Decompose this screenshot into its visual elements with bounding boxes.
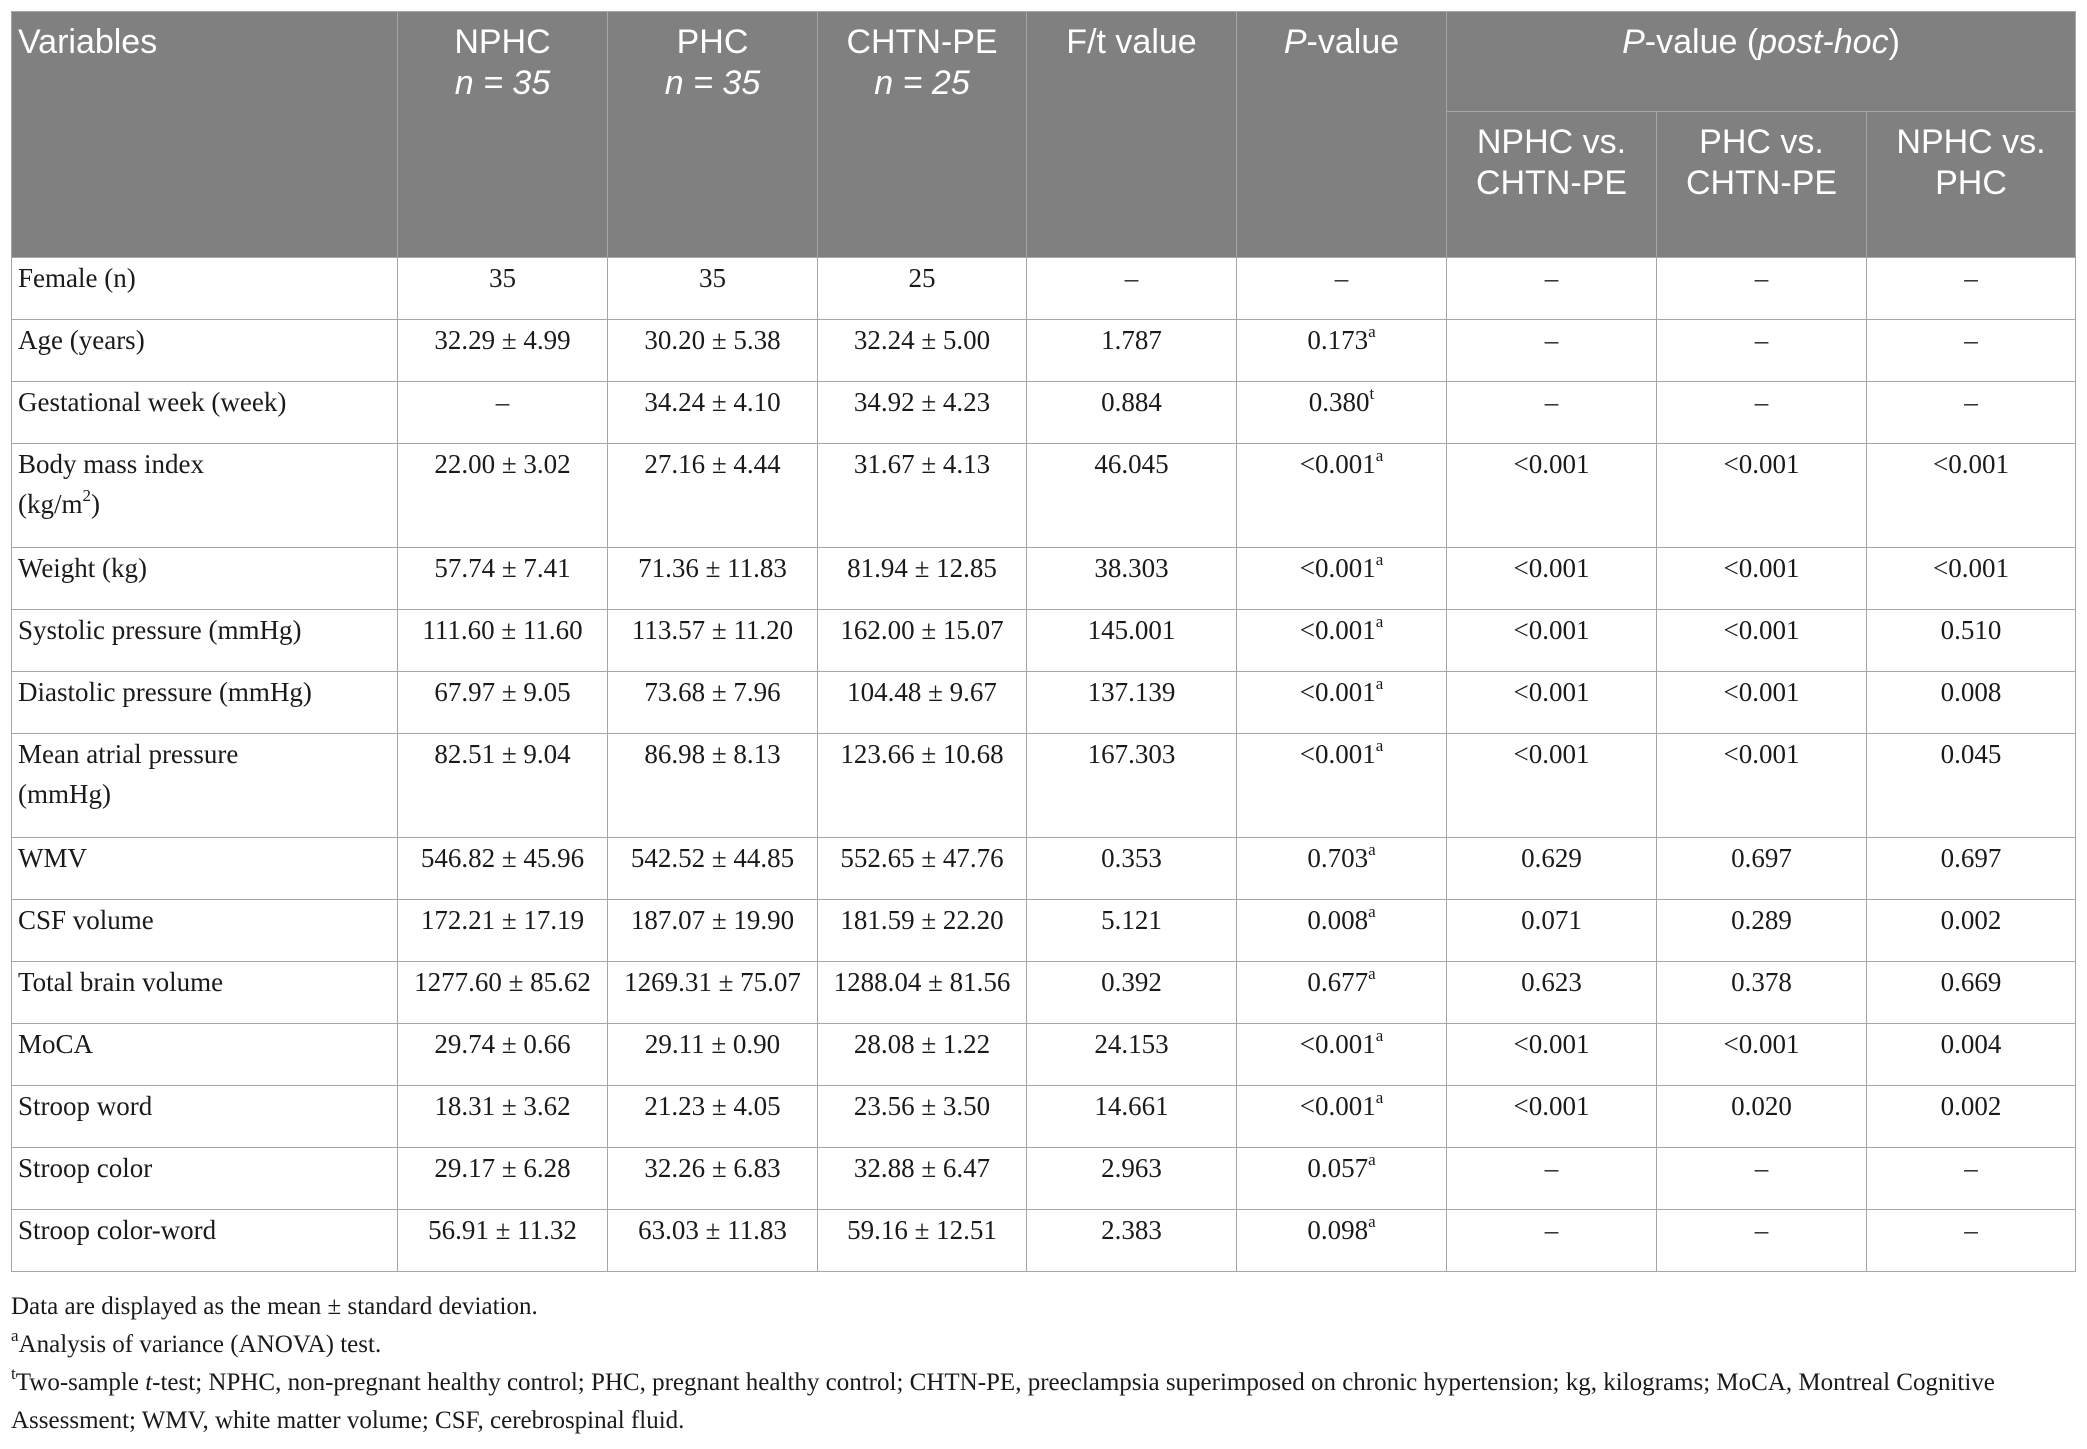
cell-nphc-vs-phc: –: [1867, 1148, 2076, 1210]
cell-chtn: 59.16 ± 12.51: [818, 1210, 1027, 1272]
header-p-rest: -value: [1306, 23, 1400, 61]
cell-phc: 21.23 ± 4.05: [608, 1086, 818, 1148]
p-value-sup: a: [1375, 1088, 1384, 1107]
variable-name: WMV: [18, 843, 87, 873]
header-nphc-vs-phc: NPHC vs. PHC: [1867, 112, 2076, 258]
table-row: [12, 444, 2076, 548]
cell-nphc-vs-phc: –: [1867, 258, 2076, 320]
cell-chtn: 1288.04 ± 81.56: [818, 962, 1027, 1024]
variable-name: Mean atrial pressure: [18, 739, 239, 769]
header-p-value: [1237, 12, 1447, 258]
cell-nphc: 18.31 ± 3.62: [398, 1086, 608, 1148]
cell-p-value: [1237, 838, 1447, 900]
cell-variable: [12, 838, 398, 900]
cell-chtn: 32.24 ± 5.00: [818, 320, 1027, 382]
cell-ft-value: 24.153: [1027, 1024, 1237, 1086]
cell-p-value: [1237, 444, 1447, 548]
p-value-text: <0.001: [1299, 615, 1376, 645]
header-chtn: [818, 12, 1027, 258]
header-phc-vs-chtn: PHC vs. CHTN-PE: [1657, 112, 1867, 258]
note-3-sup: t: [11, 1363, 16, 1383]
table-row: [12, 1148, 2076, 1210]
cell-phc: 1269.31 ± 75.07: [608, 962, 818, 1024]
p-value-sup: a: [1368, 1150, 1376, 1169]
cell-p-value: [1237, 548, 1447, 610]
cell-nphc-vs-phc: 0.002: [1867, 1086, 2076, 1148]
cell-ft-value: 0.392: [1027, 962, 1237, 1024]
cell-nphc: –: [398, 382, 608, 444]
p-value-text: 0.098: [1307, 1215, 1369, 1245]
header-posthoc-p: P: [1622, 23, 1645, 61]
cell-nphc: 57.74 ± 7.41: [398, 548, 608, 610]
cell-nphc-vs-chtn: –: [1447, 1148, 1657, 1210]
cell-p-value: [1237, 1024, 1447, 1086]
cell-nphc-vs-chtn: –: [1447, 1210, 1657, 1272]
variable-name: Weight (kg): [18, 553, 148, 583]
header-p-italic: P: [1283, 23, 1307, 61]
cell-phc: 63.03 ± 11.83: [608, 1210, 818, 1272]
cell-nphc: 56.91 ± 11.32: [398, 1210, 608, 1272]
header-posthoc: [1447, 12, 2076, 112]
cell-nphc-vs-phc: 0.002: [1867, 900, 2076, 962]
cell-variable: [12, 1148, 398, 1210]
table-row: [12, 382, 2076, 444]
cell-p-value: [1237, 900, 1447, 962]
cell-nphc-vs-phc: <0.001: [1867, 444, 2076, 548]
cell-nphc-vs-chtn: 0.623: [1447, 962, 1657, 1024]
cell-ft-value: 5.121: [1027, 900, 1237, 962]
p-value-sup: a: [1375, 612, 1384, 631]
table-row: [12, 548, 2076, 610]
variable-name: Gestational week (week): [18, 387, 287, 417]
cell-variable: [12, 444, 398, 548]
p-value-sup: a: [1368, 964, 1376, 983]
cell-nphc-vs-phc: –: [1867, 1210, 2076, 1272]
cell-phc: 34.24 ± 4.10: [608, 382, 818, 444]
cell-p-value: [1237, 672, 1447, 734]
note-line-1: Data are displayed as the mean ± standard deviation.: [11, 1293, 538, 1320]
cell-phc-vs-chtn: 0.020: [1657, 1086, 1867, 1148]
p-value-text: <0.001: [1299, 677, 1376, 707]
cell-p-value: [1237, 258, 1447, 320]
cell-chtn: 123.66 ± 10.68: [818, 734, 1027, 838]
table-header: [12, 12, 2076, 258]
cell-phc-vs-chtn: <0.001: [1657, 672, 1867, 734]
variable-name: Stroop word: [18, 1091, 153, 1121]
cell-variable: [12, 320, 398, 382]
p-value-sup: a: [1368, 322, 1376, 341]
cell-nphc: 67.97 ± 9.05: [398, 672, 608, 734]
table-row: [12, 672, 2076, 734]
cell-p-value: [1237, 1210, 1447, 1272]
cell-ft-value: 137.139: [1027, 672, 1237, 734]
cell-chtn: 32.88 ± 6.47: [818, 1148, 1027, 1210]
cell-phc-vs-chtn: <0.001: [1657, 444, 1867, 548]
cell-nphc: 546.82 ± 45.96: [398, 838, 608, 900]
cell-nphc: 1277.60 ± 85.62: [398, 962, 608, 1024]
header-nphc-n: n = 35: [454, 64, 551, 102]
note-line-3: [11, 1364, 2081, 1440]
cell-nphc-vs-chtn: <0.001: [1447, 672, 1657, 734]
p-value-text: <0.001: [1299, 739, 1376, 769]
header-ft-value: F/t value: [1027, 12, 1237, 258]
cell-ft-value: 167.303: [1027, 734, 1237, 838]
cell-ft-value: 145.001: [1027, 610, 1237, 672]
cell-nphc-vs-chtn: 0.629: [1447, 838, 1657, 900]
variable-name: Age (years): [18, 325, 145, 355]
cell-nphc-vs-chtn: <0.001: [1447, 610, 1657, 672]
cell-nphc: 29.17 ± 6.28: [398, 1148, 608, 1210]
header-nphc-vs-chtn: NPHC vs. CHTN-PE: [1447, 112, 1657, 258]
table-row: [12, 900, 2076, 962]
cell-chtn: 25: [818, 258, 1027, 320]
p-value-sup: a: [1368, 1212, 1376, 1231]
cell-phc: 29.11 ± 0.90: [608, 1024, 818, 1086]
cell-phc: 30.20 ± 5.38: [608, 320, 818, 382]
cell-nphc-vs-phc: 0.510: [1867, 610, 2076, 672]
cell-phc: 73.68 ± 7.96: [608, 672, 818, 734]
note-3-text-ital: t: [145, 1369, 153, 1396]
p-value-text: <0.001: [1299, 553, 1376, 583]
cell-nphc: 35: [398, 258, 608, 320]
variable-name: Diastolic pressure (mmHg): [18, 677, 312, 707]
p-value-sup: a: [1368, 902, 1376, 921]
cell-phc-vs-chtn: 0.697: [1657, 838, 1867, 900]
cell-nphc-vs-chtn: –: [1447, 258, 1657, 320]
table-row: [12, 1210, 2076, 1272]
cell-chtn: 31.67 ± 4.13: [818, 444, 1027, 548]
cell-ft-value: 2.963: [1027, 1148, 1237, 1210]
note-line-2: [11, 1326, 2081, 1364]
table-row: [12, 610, 2076, 672]
p-value-sup: a: [1375, 1026, 1384, 1045]
table-row: [12, 1086, 2076, 1148]
variable-name-line2: (mmHg): [18, 779, 111, 809]
cell-nphc-vs-chtn: <0.001: [1447, 1024, 1657, 1086]
cell-p-value: [1237, 1148, 1447, 1210]
cell-phc-vs-chtn: –: [1657, 258, 1867, 320]
cell-phc-vs-chtn: <0.001: [1657, 734, 1867, 838]
cell-variable: [12, 1086, 398, 1148]
cell-p-value: [1237, 1086, 1447, 1148]
header-chtn-n: n = 25: [874, 64, 970, 102]
p-value-text: 0.703: [1307, 843, 1369, 873]
table-body: [12, 258, 2076, 1272]
table-row: [12, 734, 2076, 838]
cell-ft-value: 2.383: [1027, 1210, 1237, 1272]
header-nphc: [398, 12, 608, 258]
header-phc-n: n = 35: [664, 64, 761, 102]
p-value-text: <0.001: [1299, 449, 1376, 479]
cell-ft-value: –: [1027, 258, 1237, 320]
cell-chtn: 162.00 ± 15.07: [818, 610, 1027, 672]
table-row: [12, 838, 2076, 900]
p-value-sup: a: [1368, 840, 1376, 859]
cell-nphc-vs-phc: 0.697: [1867, 838, 2076, 900]
cell-phc: 27.16 ± 4.44: [608, 444, 818, 548]
cell-p-value: [1237, 962, 1447, 1024]
cell-p-value: [1237, 382, 1447, 444]
cell-ft-value: 0.353: [1027, 838, 1237, 900]
cell-variable: [12, 1210, 398, 1272]
variable-name: Stroop color: [18, 1153, 153, 1183]
cell-phc: 86.98 ± 8.13: [608, 734, 818, 838]
cell-nphc-vs-chtn: <0.001: [1447, 734, 1657, 838]
cell-chtn: 81.94 ± 12.85: [818, 548, 1027, 610]
cell-p-value: [1237, 610, 1447, 672]
cell-ft-value: 14.661: [1027, 1086, 1237, 1148]
header-row-1: [12, 12, 2076, 112]
variable-name: MoCA: [18, 1029, 94, 1059]
cell-nphc: 111.60 ± 11.60: [398, 610, 608, 672]
p-value-sup: a: [1375, 550, 1384, 569]
cell-nphc-vs-phc: 0.004: [1867, 1024, 2076, 1086]
cell-nphc-vs-chtn: –: [1447, 382, 1657, 444]
note-2-sup: a: [11, 1325, 19, 1345]
p-value-text: 0.057: [1307, 1153, 1369, 1183]
cell-phc: 35: [608, 258, 818, 320]
p-value-sup: a: [1375, 736, 1384, 755]
table-row: [12, 258, 2076, 320]
p-value-sup: a: [1375, 674, 1384, 693]
cell-phc-vs-chtn: –: [1657, 1210, 1867, 1272]
cell-nphc-vs-chtn: 0.071: [1447, 900, 1657, 962]
variable-name-line2: (kg/m: [18, 489, 83, 519]
cell-phc: 542.52 ± 44.85: [608, 838, 818, 900]
p-value-sup: a: [1375, 446, 1384, 465]
cell-ft-value: 46.045: [1027, 444, 1237, 548]
cell-variable: [12, 672, 398, 734]
cell-chtn: 104.48 ± 9.67: [818, 672, 1027, 734]
variable-name: Body mass index: [18, 449, 204, 479]
variable-name: Stroop color-word: [18, 1215, 217, 1245]
cell-ft-value: 0.884: [1027, 382, 1237, 444]
cell-ft-value: 1.787: [1027, 320, 1237, 382]
cell-nphc: 22.00 ± 3.02: [398, 444, 608, 548]
cell-nphc: 29.74 ± 0.66: [398, 1024, 608, 1086]
table-row: [12, 1024, 2076, 1086]
cell-variable: [12, 382, 398, 444]
cell-ft-value: 38.303: [1027, 548, 1237, 610]
cell-phc: 32.26 ± 6.83: [608, 1148, 818, 1210]
cell-variable: [12, 1024, 398, 1086]
cell-variable: [12, 734, 398, 838]
cell-p-value: [1237, 320, 1447, 382]
cell-chtn: 552.65 ± 47.76: [818, 838, 1027, 900]
table-notes: [11, 1288, 2081, 1440]
cell-nphc-vs-chtn: –: [1447, 320, 1657, 382]
cell-variable: [12, 610, 398, 672]
cell-phc-vs-chtn: 0.378: [1657, 962, 1867, 1024]
p-value-sup: t: [1369, 384, 1375, 403]
p-value-text: <0.001: [1299, 1029, 1376, 1059]
cell-variable: [12, 258, 398, 320]
cell-nphc-vs-phc: –: [1867, 320, 2076, 382]
p-value-text: 0.677: [1307, 967, 1369, 997]
cell-phc-vs-chtn: –: [1657, 1148, 1867, 1210]
cell-phc-vs-chtn: –: [1657, 382, 1867, 444]
p-value-text: <0.001: [1299, 1091, 1376, 1121]
header-phc-label: PHC: [676, 23, 749, 61]
cell-nphc-vs-phc: 0.008: [1867, 672, 2076, 734]
cell-nphc-vs-chtn: <0.001: [1447, 444, 1657, 548]
cell-nphc-vs-phc: –: [1867, 382, 2076, 444]
cell-chtn: 34.92 ± 4.23: [818, 382, 1027, 444]
cell-variable: [12, 962, 398, 1024]
variable-name: CSF volume: [18, 905, 154, 935]
header-posthoc-end: ): [1888, 23, 1900, 61]
cell-phc-vs-chtn: <0.001: [1657, 1024, 1867, 1086]
cell-phc-vs-chtn: –: [1657, 320, 1867, 382]
cell-chtn: 181.59 ± 22.20: [818, 900, 1027, 962]
header-nphc-label: NPHC: [454, 23, 551, 61]
cell-nphc: 172.21 ± 17.19: [398, 900, 608, 962]
variable-name: Systolic pressure (mmHg): [18, 615, 302, 645]
cell-phc: 113.57 ± 11.20: [608, 610, 818, 672]
p-value-text: 0.173: [1307, 325, 1369, 355]
variable-name: Total brain volume: [18, 967, 224, 997]
variable-end: ): [91, 489, 100, 519]
cell-nphc-vs-phc: 0.045: [1867, 734, 2076, 838]
cell-phc-vs-chtn: <0.001: [1657, 548, 1867, 610]
variable-name: Female (n): [18, 263, 136, 293]
cell-variable: [12, 900, 398, 962]
cell-chtn: 28.08 ± 1.22: [818, 1024, 1027, 1086]
cell-nphc-vs-chtn: <0.001: [1447, 548, 1657, 610]
cell-phc: 71.36 ± 11.83: [608, 548, 818, 610]
variable-sup: 2: [82, 486, 91, 505]
cell-phc-vs-chtn: 0.289: [1657, 900, 1867, 962]
cell-nphc-vs-phc: 0.669: [1867, 962, 2076, 1024]
table-row: [12, 320, 2076, 382]
table-row: [12, 962, 2076, 1024]
cell-nphc: 32.29 ± 4.99: [398, 320, 608, 382]
cell-phc-vs-chtn: <0.001: [1657, 610, 1867, 672]
note-2-text: Analysis of variance (ANOVA) test.: [18, 1331, 382, 1358]
header-posthoc-ital: post-hoc: [1758, 23, 1889, 61]
cell-phc: 187.07 ± 19.90: [608, 900, 818, 962]
cell-variable: [12, 548, 398, 610]
note-3-text-a: Two-sample: [15, 1369, 146, 1396]
note-3-text-b: -test; NPHC, non-pregnant healthy control; PHC, pregnant healthy control; CHTN-PE, preeclampsia superimposed on chronic hypertension; kg, kilograms; MoCA, Montreal Cognitive Assessment; WMV, white matter volume; CSF, cerebrospinal fluid.: [11, 1369, 1995, 1434]
cell-p-value: [1237, 734, 1447, 838]
cell-nphc-vs-chtn: <0.001: [1447, 1086, 1657, 1148]
p-value-text: 0.008: [1307, 905, 1369, 935]
data-table: [11, 11, 2076, 1272]
cell-nphc: 82.51 ± 9.04: [398, 734, 608, 838]
header-variables: Variables: [12, 12, 398, 258]
p-value-text: –: [1334, 263, 1349, 293]
cell-nphc-vs-phc: <0.001: [1867, 548, 2076, 610]
header-phc: [608, 12, 818, 258]
header-posthoc-mid: -value (: [1644, 23, 1759, 61]
header-chtn-label: CHTN-PE: [846, 23, 998, 61]
cell-chtn: 23.56 ± 3.50: [818, 1086, 1027, 1148]
p-value-text: 0.380: [1308, 387, 1370, 417]
